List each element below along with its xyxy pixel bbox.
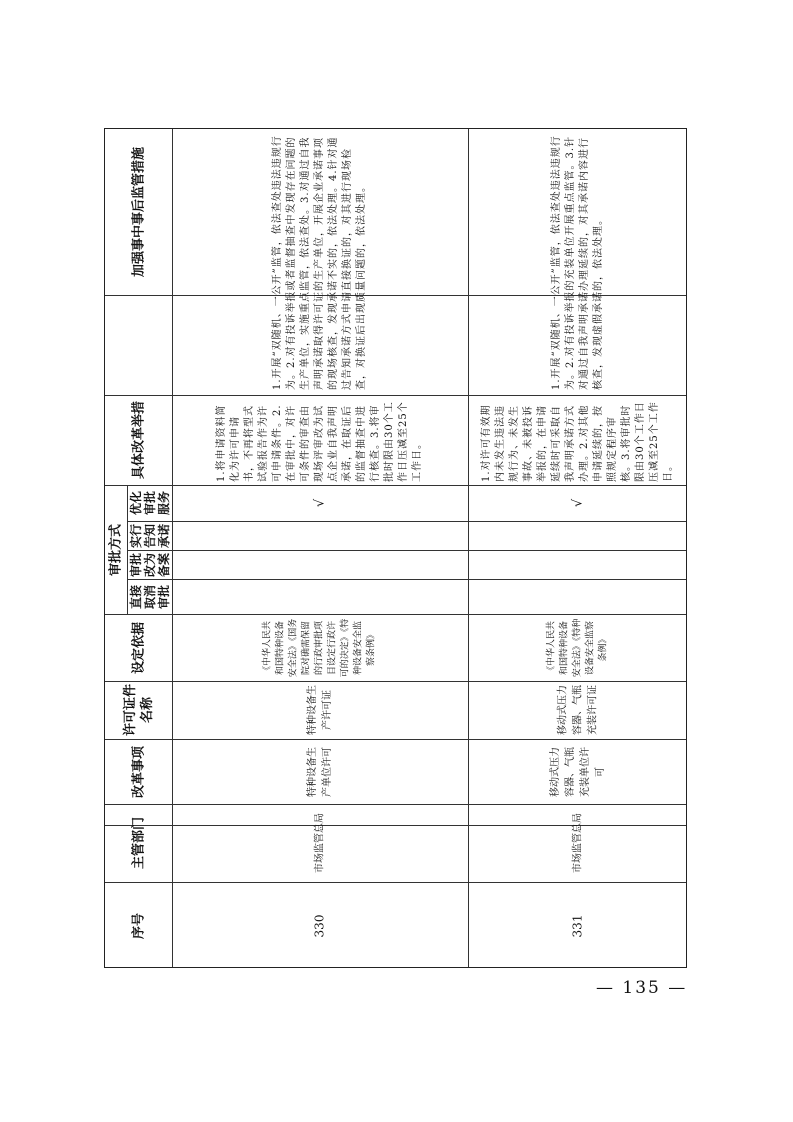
header-seq: 序号: [131, 912, 146, 939]
row-331-supervision: 1.开展“双随机、一公开”监管，依法查处违法违规行为。2.对有投诉举报的充装单位开展重点监管。3.针对通过自我声明承诺办理延续的，对其承诺内容进行核查，发现虚假承诺的，依法处理。: [551, 135, 604, 390]
header-basis: 设定依据: [131, 621, 146, 674]
header-dept: 主管部门: [131, 816, 146, 870]
header-approval-mode: 审批方式: [108, 523, 124, 576]
header-mode-optimize: 优化审批服务: [128, 491, 171, 516]
row-331-seq: 331: [570, 914, 585, 937]
row-330-dept: 市场监管总局: [314, 813, 326, 873]
header-mode-cancel: 直接取消审批: [128, 584, 171, 609]
row-331-basis: 《中华人民共和国特种设备安全法》《特种设备安全监察条例》: [546, 618, 609, 677]
header-license: 许可证件名称: [122, 684, 155, 737]
header-mode-commit: 实行告知承诺: [128, 523, 171, 548]
header-mode-record: 审批改为备案: [128, 552, 171, 577]
row-331-license: 移动式压力容器、气瓶充装许可证: [557, 685, 599, 735]
row-330-basis: 《中华人民共和国特种设备安全法》《国务院对确需保留的行政审批项目设定行政许可的决定》《特种设备安全监察条例》: [262, 618, 377, 677]
row-330-optimize: √: [312, 498, 328, 508]
reform-table: [104, 128, 687, 968]
header-supervision: 加强事中事后监管措施: [131, 146, 146, 278]
row-330-measures: 1.将申请资料简化为许可申请书，不再将型式试验报告作为许可申请条件。2.在审批中，对许可条件的审查由现场评审改为试点企业自我声明承诺，在取证后的监督抽查中进行核查。3.将审批时限由30个工作日压减至25个工作日。: [216, 401, 423, 482]
row-331-measures: 1.对许可有效期内未发生违法违规行为、未发生事故、未被投诉举报的，在申请延续时可采取自我声明承诺方式办理。2.对其他申请延续的，按照规定程序审核。3.将审批时限由30个工作日压减至25个工作日。: [481, 401, 674, 482]
row-331-item: 移动式压力容器、气瓶充装单位许可: [550, 746, 606, 797]
header-item: 改革事项: [131, 745, 146, 798]
row-330-supervision: 1.开展“双随机、一公开”监管，依法查处违法违规行为。2.对有投诉举报或者监督抽查中发现存在问题的生产单位，实施重点监管，依法查处。3.对通过自我声明承诺取得许可证的生产单位，开展企业承诺事项的现场核查，发现承诺不实的，依法处理。4.针对通过告知承诺方式申请直接换证的，对其进行现场检查，对换证后出现质量问题的，依法处理。: [272, 135, 367, 390]
row-330-license: 特种设备生产许可证: [307, 685, 333, 735]
row-331-optimize: √: [570, 498, 586, 508]
header-measures: 具体改革举措: [131, 400, 146, 480]
row-331-dept: 市场监管总局: [572, 813, 584, 873]
row-330-item: 特种设备生产单位许可: [307, 746, 333, 797]
page-number: — 135 —: [596, 978, 688, 998]
row-330-seq: 330: [312, 914, 327, 937]
